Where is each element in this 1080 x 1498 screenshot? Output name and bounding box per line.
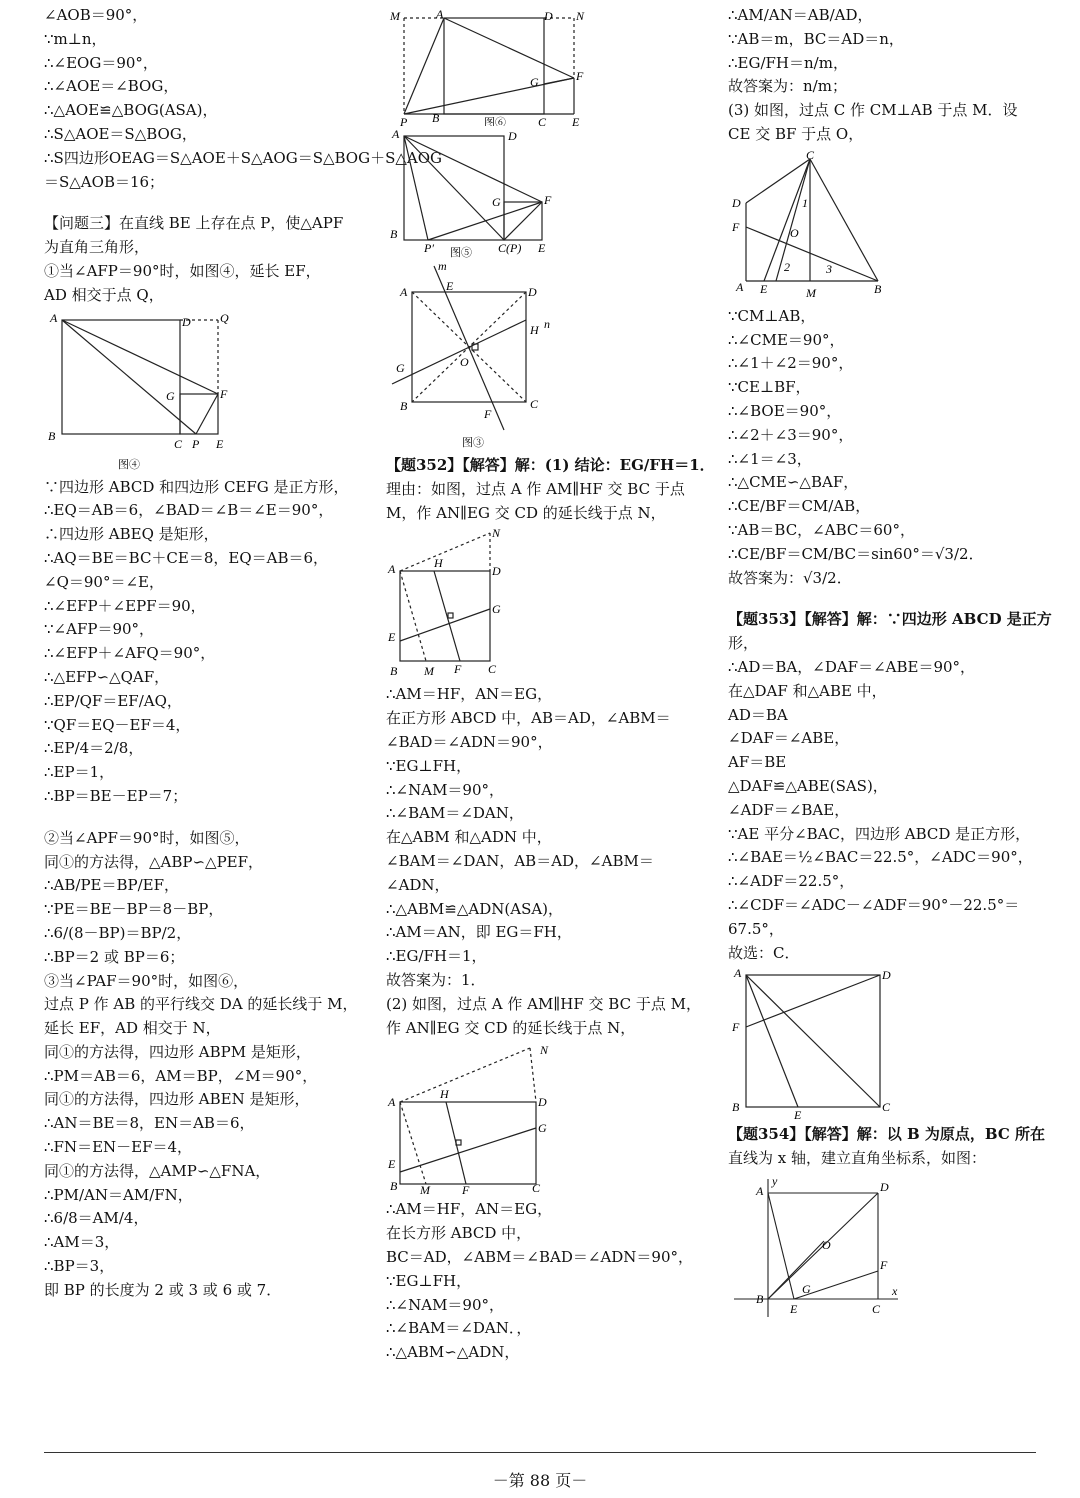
fig5-label: P′ [424, 241, 434, 255]
figure-3 [386, 262, 708, 450]
text-line: ∴四边形 ABEQ 是矩形， [44, 525, 219, 544]
text-line: ∴EP/QF＝EF/AQ， [44, 691, 182, 710]
problem-352-heading: 【题352】【解答】解：(1) 结论：EG/FH＝1． [386, 456, 715, 474]
figure-353 [728, 969, 1043, 1119]
text-line: 在△ABM 和△ADN 中， [386, 828, 552, 847]
fig352a-label: H [434, 556, 443, 571]
fig352c-label: O [790, 225, 799, 240]
fig352c-label: F [732, 219, 740, 234]
fig3-label: E [446, 279, 454, 293]
fig4-label: Q [220, 311, 229, 325]
text-line: ∴AM＝HF，AN＝EG， [386, 1200, 553, 1219]
fig4-label: E [216, 436, 224, 451]
text-line: ∴∠1＝∠3， [728, 449, 812, 468]
text-line: AF＝BE [728, 753, 787, 772]
fig3-label: B [400, 399, 408, 413]
text-line: ∵AE 平分∠BAC，四边形 ABCD 是正方形， [728, 824, 1031, 843]
fig6-label: E [572, 115, 580, 126]
fig3-label: F [484, 407, 492, 421]
text-block-c2-c [386, 1198, 708, 1365]
fig5-label: B [390, 227, 398, 241]
fig352a-label: A [388, 562, 396, 577]
text-block-c2-a [386, 454, 715, 525]
text-block-c1-d [44, 827, 364, 1303]
text-line: ②当∠APF＝90°时，如图⑤， [44, 828, 250, 847]
problem-353-heading: 【题353】【解答】解：∵四边形 ABCD 是正方 [728, 610, 1052, 629]
fig6-label: P [400, 115, 408, 126]
text-line: AD 相交于点 Q， [44, 285, 164, 304]
fig353-label: B [732, 1100, 740, 1115]
fig5-label: F [544, 193, 552, 207]
text-line: ∴∠EFP＋∠EPF＝90， [44, 596, 206, 615]
fig353-label: E [794, 1108, 802, 1120]
fig4-label: A [50, 311, 58, 325]
fig6-label: M [390, 9, 400, 23]
fig3-label: n [544, 317, 550, 331]
text-line: ∴BP＝3， [44, 1257, 115, 1276]
fig354-label: G [802, 1281, 811, 1296]
footer-divider [44, 1452, 1036, 1453]
text-line: ∴△EFP∽△QAF， [44, 667, 170, 686]
text-block-c3-c [728, 608, 1052, 965]
text-line: ∴S△AOE＝S△BOG， [44, 124, 197, 143]
text-line: ∠ADF＝∠BAE， [728, 800, 850, 819]
text-line: ∠Q＝90°＝∠E， [44, 572, 164, 591]
text-line: 在长方形 ABCD 中， [386, 1224, 532, 1243]
text-line: ∴∠ADF＝22.5°， [728, 872, 855, 891]
fig4-label: D [182, 314, 191, 329]
fig354-label: D [880, 1179, 889, 1194]
fig352b-label: M [420, 1183, 430, 1195]
text-line: ∵四边形 ABCD 和四边形 CEFG 是正方形， [44, 477, 349, 496]
text-line: ∴CE/BF＝CM/AB， [728, 497, 871, 516]
text-line: 故答案为：√3/2． [728, 568, 852, 587]
text-line: ∴AM＝HF，AN＝EG， [386, 685, 553, 704]
text-block-c1-c [44, 476, 364, 809]
text-line: ∵EG⊥FH， [386, 1271, 472, 1290]
text-line: ∠BAD＝∠ADN＝90°， [386, 732, 553, 751]
text-line: ∴AN＝BE＝8，EN＝AB＝6， [44, 1114, 255, 1133]
text-line: 同①的方法得，四边形 ABPM 是矩形， [44, 1042, 311, 1061]
text-line: ①当∠AFP＝90°时，如图④，延长 EF， [44, 261, 321, 280]
fig352b-label: C [532, 1181, 541, 1195]
fig354-label: x [892, 1283, 898, 1298]
text-line: 延长 EF，AD 相交于 N， [44, 1019, 221, 1038]
text-line: ∴∠BAM＝∠DAN， [386, 804, 524, 823]
fig6-label: A [436, 8, 444, 21]
text-line: ∴FN＝EN－EF＝4， [44, 1138, 193, 1157]
fig354-label: C [872, 1301, 881, 1316]
text-line: 故答案为：n/m； [728, 77, 847, 96]
fig354-label: y [772, 1174, 778, 1188]
text-line: 故答案为：1． [386, 970, 486, 989]
fig352c-label: M [806, 285, 816, 300]
fig3-caption: 图③ [462, 437, 484, 449]
text-line: 理由：如图，过点 A 作 AM∥HF 交 BC 于点 [386, 479, 685, 498]
text-line: 在正方形 ABCD 中，AB＝AD，∠ABM＝ [386, 709, 671, 728]
fig352c-label: 1 [802, 195, 808, 210]
figure-6 [386, 8, 708, 126]
fig354-label: O [822, 1237, 831, 1252]
fig354-label: A [756, 1183, 764, 1198]
text-line: ∴∠2＋∠3＝90°， [728, 425, 854, 444]
text-block-c2-b [386, 683, 708, 1040]
fig4-label: C [174, 436, 183, 451]
fig6-label: N [576, 9, 585, 23]
fig3-label: G [396, 361, 405, 375]
fig352a-label: D [492, 564, 501, 579]
figure-4 [44, 312, 364, 472]
text-line: ∴∠AOE＝∠BOG， [44, 77, 179, 96]
text-line: ∵CE⊥BF， [728, 378, 811, 397]
fig3-label: m [438, 262, 447, 273]
fig6-label: G [530, 75, 539, 89]
text-line: ∴△ABM≌△ADN(ASA)， [386, 899, 564, 918]
fig352c-label: A [736, 279, 744, 294]
fig5-label: A [392, 130, 400, 141]
text-line: ∴∠NAM＝90°， [386, 1295, 505, 1314]
fig354-label: F [880, 1257, 888, 1272]
text-line: ∴∠BAM＝∠DAN．， [386, 1319, 532, 1338]
fig5-label: G [492, 195, 501, 209]
text-block-c3-a [728, 4, 1043, 147]
fig353-label: F [732, 1020, 740, 1035]
fig6-caption: 图⑥ [484, 117, 506, 126]
fig3-label: D [528, 285, 537, 299]
text-line: ∴∠BAE＝½∠BAC＝22.5°，∠ADC＝90°， [728, 848, 1033, 867]
fig3-label: C [530, 397, 539, 411]
text-line: ∵m⊥n， [44, 29, 107, 48]
fig352a-label: M [424, 664, 434, 679]
text-line: ∵EG⊥FH， [386, 756, 472, 775]
fig352c-label: B [874, 281, 882, 296]
figure-5 [386, 130, 708, 258]
text-line: ∠BAM＝∠DAN，AB＝AD，∠ABM＝ [386, 851, 654, 870]
fig352a-label: E [388, 630, 396, 645]
fig4-label: P [192, 436, 200, 451]
text-line: ∴AD＝BA，∠DAF＝∠ABE＝90°， [728, 657, 976, 676]
fig4-caption: 图④ [118, 458, 140, 471]
column-3 [728, 4, 1052, 1329]
text-line: ∴△AOE≌△BOG(ASA)， [44, 101, 218, 120]
fig4-label: G [166, 388, 175, 403]
fig352c-label: D [732, 195, 741, 210]
fig352b-label: G [538, 1121, 547, 1136]
text-line: ∴AM/AN＝AB/AD， [728, 6, 873, 24]
fig5-caption: 图⑤ [450, 247, 472, 258]
text-line: ∴AQ＝BE＝BC＋CE＝8，EQ＝AB＝6， [44, 548, 329, 567]
text-block-c3-b [728, 305, 1043, 591]
text-line: ∠AOB＝90°， [44, 6, 148, 24]
text-line: 直线为 x 轴，建立直角坐标系，如图： [728, 1149, 986, 1168]
fig354-label: E [790, 1301, 798, 1316]
figure-352-3 [728, 151, 1043, 301]
text-line: ∴AM＝AN，即 EG＝FH， [386, 923, 572, 942]
fig4-label: F [220, 386, 228, 401]
figure-354 [728, 1175, 1043, 1325]
text-block-c1-a [44, 4, 443, 194]
text-line: ∵PE＝BE－BP＝8－BP， [44, 900, 224, 919]
text-line: BC＝AD，∠ABM＝∠BAD＝∠ADN＝90°， [386, 1247, 694, 1266]
text-line: ∴EG/FH＝n/m， [728, 53, 848, 72]
fig3-label: O [460, 355, 469, 369]
text-line: (2) 如图，过点 A 作 AM∥HF 交 BC 于点 M， [386, 994, 701, 1013]
fig352a-label: G [492, 602, 501, 617]
fig6-label: C [538, 115, 547, 126]
text-line: ∴∠EFP＋∠AFQ＝90°， [44, 644, 216, 663]
text-line: 在△DAF 和△ABE 中， [728, 681, 887, 700]
fig352c-label: 3 [826, 261, 832, 276]
text-line: ∴PM/AN＝AM/FN， [44, 1185, 193, 1204]
text-line: ∴∠NAM＝90°， [386, 780, 505, 799]
fig6-label: F [576, 69, 584, 83]
fig353-label: A [734, 969, 742, 981]
text-line: 形， [728, 634, 759, 653]
text-line: ∵CM⊥AB， [728, 306, 816, 325]
text-line: 同①的方法得，四边形 ABEN 是矩形， [44, 1090, 310, 1109]
text-line: ∴AB/PE＝BP/EF， [44, 876, 180, 895]
text-line: △DAF≌△ABE(SAS)， [728, 776, 888, 795]
text-line: 过点 P 作 AB 的平行线交 DA 的延长线于 M， [44, 995, 358, 1014]
text-line: ∵∠AFP＝90°， [44, 620, 155, 639]
text-line: ∵AB＝m，BC＝AD＝n， [728, 29, 904, 48]
text-line: ∴∠CDF＝∠ADC－∠ADF＝90°－22.5°＝ [728, 895, 1020, 914]
fig352b-label: F [462, 1183, 470, 1195]
text-line: 同①的方法得，△ABP∽△PEF， [44, 852, 264, 871]
problem-heading: 【问题三】在直线 BE 上存在点 P，使△APF [44, 214, 344, 233]
text-line: CE 交 BF 于点 O， [728, 124, 864, 143]
text-line: ∵QF＝EQ－EF＝4， [44, 715, 191, 734]
text-line: 即 BP 的长度为 2 或 3 或 6 或 7． [44, 1280, 282, 1299]
text-line: ∴S四边形OEAG＝S△AOE＋S△AOG＝S△BOG＋S△AOG [44, 148, 443, 167]
figure-352-2 [386, 1044, 708, 1194]
fig352c-label: 2 [784, 259, 790, 274]
fig5-label: D [508, 130, 517, 143]
fig352b-label: H [440, 1087, 449, 1102]
text-line: ∴AM＝3， [44, 1233, 120, 1252]
fig352b-label: B [390, 1179, 398, 1194]
text-line: 作 AN∥EG 交 CD 的延长线于点 N， [386, 1018, 636, 1037]
text-line: ∴△ABM∽△ADN， [386, 1343, 520, 1362]
text-line: ∵AB＝BC，∠ABC＝60°， [728, 520, 915, 539]
column-2 [386, 4, 715, 1365]
problem-354-heading: 【题354】【解答】解：以 B 为原点，BC 所在 [728, 1125, 1046, 1144]
text-line: ＝S△AOB＝16； [44, 172, 165, 191]
fig3-label: A [400, 285, 408, 299]
fig352a-label: N [492, 529, 501, 541]
fig352c-label: C [806, 150, 815, 162]
page-number: －第 88 页－ [492, 1471, 588, 1490]
text-line: ∴∠1＋∠2＝90°， [728, 354, 854, 373]
fig352b-label: D [538, 1095, 547, 1110]
text-line: 为直角三角形， [44, 238, 150, 257]
text-line: ∴EP＝1， [44, 763, 115, 782]
fig4-label: B [48, 428, 56, 443]
fig353-label: D [882, 969, 891, 983]
text-line: M，作 AN∥EG 交 CD 的延长线于点 N， [386, 503, 666, 522]
fig6-label: B [432, 111, 440, 125]
fig6-label: D [544, 9, 553, 23]
text-block-c1-b [44, 212, 364, 307]
text-line: ∴△CME∽△BAF， [728, 473, 859, 492]
fig5-label: E [538, 241, 546, 255]
fig3-label: H [530, 323, 539, 337]
fig353-label: C [882, 1100, 891, 1115]
text-line: ③当∠PAF＝90°时，如图⑥， [44, 971, 249, 990]
text-line: (3) 如图，过点 C 作 CM⊥AB 于点 M．设 [728, 101, 1018, 120]
fig352b-label: A [388, 1095, 396, 1110]
fig352a-label: C [488, 662, 497, 677]
text-line: ∴EG/FH＝1， [386, 947, 487, 966]
fig352a-label: B [390, 664, 398, 679]
text-line: ∴6/(8－BP)＝BP/2， [44, 923, 192, 942]
text-line: ∴6/8＝AM/4， [44, 1209, 149, 1228]
text-line: 故选：C． [728, 943, 800, 962]
fig352c-label: E [760, 281, 768, 296]
text-line: ∠DAF＝∠ABE， [728, 729, 850, 748]
figure-352-1 [386, 529, 708, 679]
text-line: ∠ADN， [386, 875, 450, 894]
text-line: ∴BP＝2 或 BP＝6； [44, 947, 185, 966]
text-line: ∴PM＝AB＝6，AM＝BP，∠M＝90°， [44, 1066, 318, 1085]
text-line: AD＝BA [728, 705, 788, 724]
fig5-label: C(P) [498, 241, 522, 255]
text-line: ∴∠EOG＝90°， [44, 53, 158, 72]
text-line: ∴EQ＝AB＝6，∠BAD＝∠B＝∠E＝90°， [44, 501, 334, 520]
text-block-c3-d [728, 1123, 1046, 1171]
text-line: ∴CE/BF＝CM/BC＝sin60°＝√3/2． [728, 544, 984, 563]
text-line: ∴EP/4＝2/8， [44, 739, 144, 758]
fig352b-label: N [540, 1044, 549, 1058]
fig354-label: B [756, 1291, 764, 1306]
fig352a-label: F [454, 662, 462, 677]
text-line: ∴BP＝BE－EP＝7； [44, 786, 188, 805]
text-line: ∴∠CME＝90°， [728, 330, 845, 349]
text-line: ∴∠BOE＝90°， [728, 401, 842, 420]
text-line: 同①的方法得，△AMP∽△FNA， [44, 1161, 271, 1180]
text-line: 67.5°， [728, 919, 784, 938]
fig352b-label: E [388, 1157, 396, 1172]
